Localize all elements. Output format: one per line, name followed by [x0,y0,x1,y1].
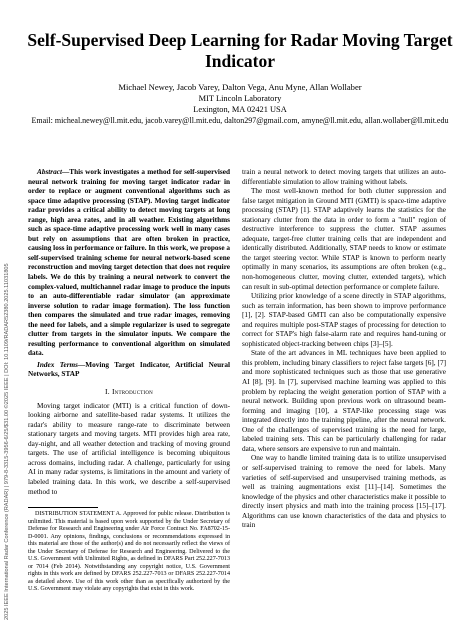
paragraph: State of the art advances in ML techniques have been applied to this problem, including binary classifiers to reject false targets [6], [7] and more sophisticated techniques such as those that use generative AI [8], [9]. In [7], supervised machine learning was applied to this problem by replacing the weight generation portion of STAP with a neural network. Building upon previous work on ultrasound beam-forming and imaging [10], a STAP-like processing stage was integrated directly into the training pipeline, after the neural network. One of the challenges of supervised training is the need for large, labeled training sets. This can be particularly challenging for radar data, where sensors are expensive to run and maintain. [242,349,446,453]
index-terms-lead: Index Terms [37,360,78,369]
abstract [28,168,230,359]
abstract-text: —This work investigates a method for self-supervised neural network training for moving target indicator radar in order to replace or augment conventional algorithms such as space time adaptive processing (STAP). Moving target indicator radar provides a critical ability to detect moving targets at long range, high area rates, and in all weather. Existing algorithms such as space-time adaptive processing work well in many cases but rely on assumptions that are often broken in practice, causing loss in performance or failure. In this work, we propose a self-supervised training scheme for neural network-based scene reconstruction and moving target detection that does not require labels. We do this by training a neural network to convert the complex-valued, multichannel radar image to produce the inputs to an auto-differentiable radar simulator (an approximate inverse solution to radar image formation). The loss function then compares the simulated and true radar images, removing the need for labels, and a simple regularizer is used to segregate clutter from targets in the simulator inputs. We compare the resulting performance to conventional algorithm on simulated data. [28,168,230,358]
footnote-rule [28,507,98,508]
paragraph: Utilizing prior knowledge of a scene directly in STAP algorithms, such as terrain information, has been shown to improve performance [1], [2]. STAP-based GMTI can also be computationally expensive and requires multiple post-STAP stages of processing for detection to correct for STAP's high false-alarm rate and requires hand-tuning or sophisticated object-tracking between chips [3]–[5]. [242,292,446,348]
side-banner [2,220,16,620]
location: Lexington, MA 02421 USA [193,105,287,114]
paper-title: Self-Supervised Deep Learning for Radar Moving Target Indicator [27,30,453,71]
paragraph: One way to handle limited training data is to utilize unsupervised or self-supervised training to remove the need for labels. Many varieties of self-supervised and unsupervised training methods, as well as training augmentations exist [11]–[14]. Sometimes the knowledge of the physics and other characteristics make it possible to directly insert physics and math into the training process [15]–[17]. Algorithms can use known characteristics of the data and physics to train [242,454,446,530]
abstract-lead: Abstract [37,168,62,176]
right-column [242,168,446,531]
left-column [28,168,230,594]
email-line: Email: micheal.newey@ll.mit.edu, jacob.varey@ll.mit.edu, dalton297@gmail.com, amyne@ll.mit.edu, allan.wollaber@ll.mit.edu [31,116,449,125]
section-heading: I. Introduction [105,387,153,397]
paragraph: The most well-known method for both clutter suppression and false target mitigation in Ground MTI (GMTI) is space-time adaptive processing (STAP) [1]. STAP adaptively learns the statistics for the stationary clutter from the data in order to form a "null" region of destructive interference to suppress the clutter. STAP assumes adequate, target-free clutter training cells that are independent and identically distributed. Additionally, STAP needs to know or estimate the target steering vector. While STAP is known to perform nearly optimally in many scenarios, its assumptions are often broken (e.g., non-homogeneous clutter, moving clutter, extended targets), which can result in sub-optimal detection performance or complete failure. [242,187,446,291]
index-terms [28,361,230,380]
paragraph: Moving target indicator (MTI) is a critical function of down-looking airborne and satellite-based radar systems. It utilizes the radar's ability to measure range-rate to discriminate between stationary targets and moving targets. MTI provides high area rate, day-night, and all weather detection and tracking of moving ground targets. The use of artificial intelligence is becoming ubiquitous across domains, including radar. A challenge, particularly for using AI in many radar systems, is limitations in the amount and variety of labeled training data. In this work, we describe a self-supervised method to [28,401,230,496]
paragraph: train a neural network to detect moving targets that utilizes an auto-differentiable simulation to allow training without labels. [242,168,446,186]
side-banner-text: 2025 IEEE International Radar Conference (RADAR) | 979-8-3315-3956-6/25/$31.00 ©2025 IEEE | DOI: 10.1109/RADAR52380.2025.11031805 [4,263,10,620]
affiliation: MIT Lincoln Laboratory [198,94,282,103]
paper-header [20,30,460,126]
author-list: Michael Newey, Jacob Varey, Dalton Vega, Anu Myne, Allan Wollaber [118,82,362,92]
index-terms-text: —Moving Target Indicator, Artificial Neural Networks, STAP [28,360,230,379]
footnote: DISTRIBUTION STATEMENT A. Approved for public release. Distribution is unlimited. This material is based upon work supported by the Under Secretary of Defense for Research and Engineering under Air Force Contract No. FA8702-15-D-0001. Any opinions, findings, conclusions or recommendations expressed in this material are those of the author(s) and do not necessarily reflect the views of the Under Secretary of Defense for Research and Engineering. Delivered to the U.S. Government with Unlimited Rights, as defined in DFARS Part 252.227-7013 or 7014 (Feb 2014). Notwithstanding any copyright notice, U.S. Government rights in this work are defined by DFARS 252.227-7013 or DFARS 252.227-7014 as detailed above. Use of this work other than as specifically authorized by the U.S. Government may violate any copyrights that exist in this work. [28,511,230,593]
